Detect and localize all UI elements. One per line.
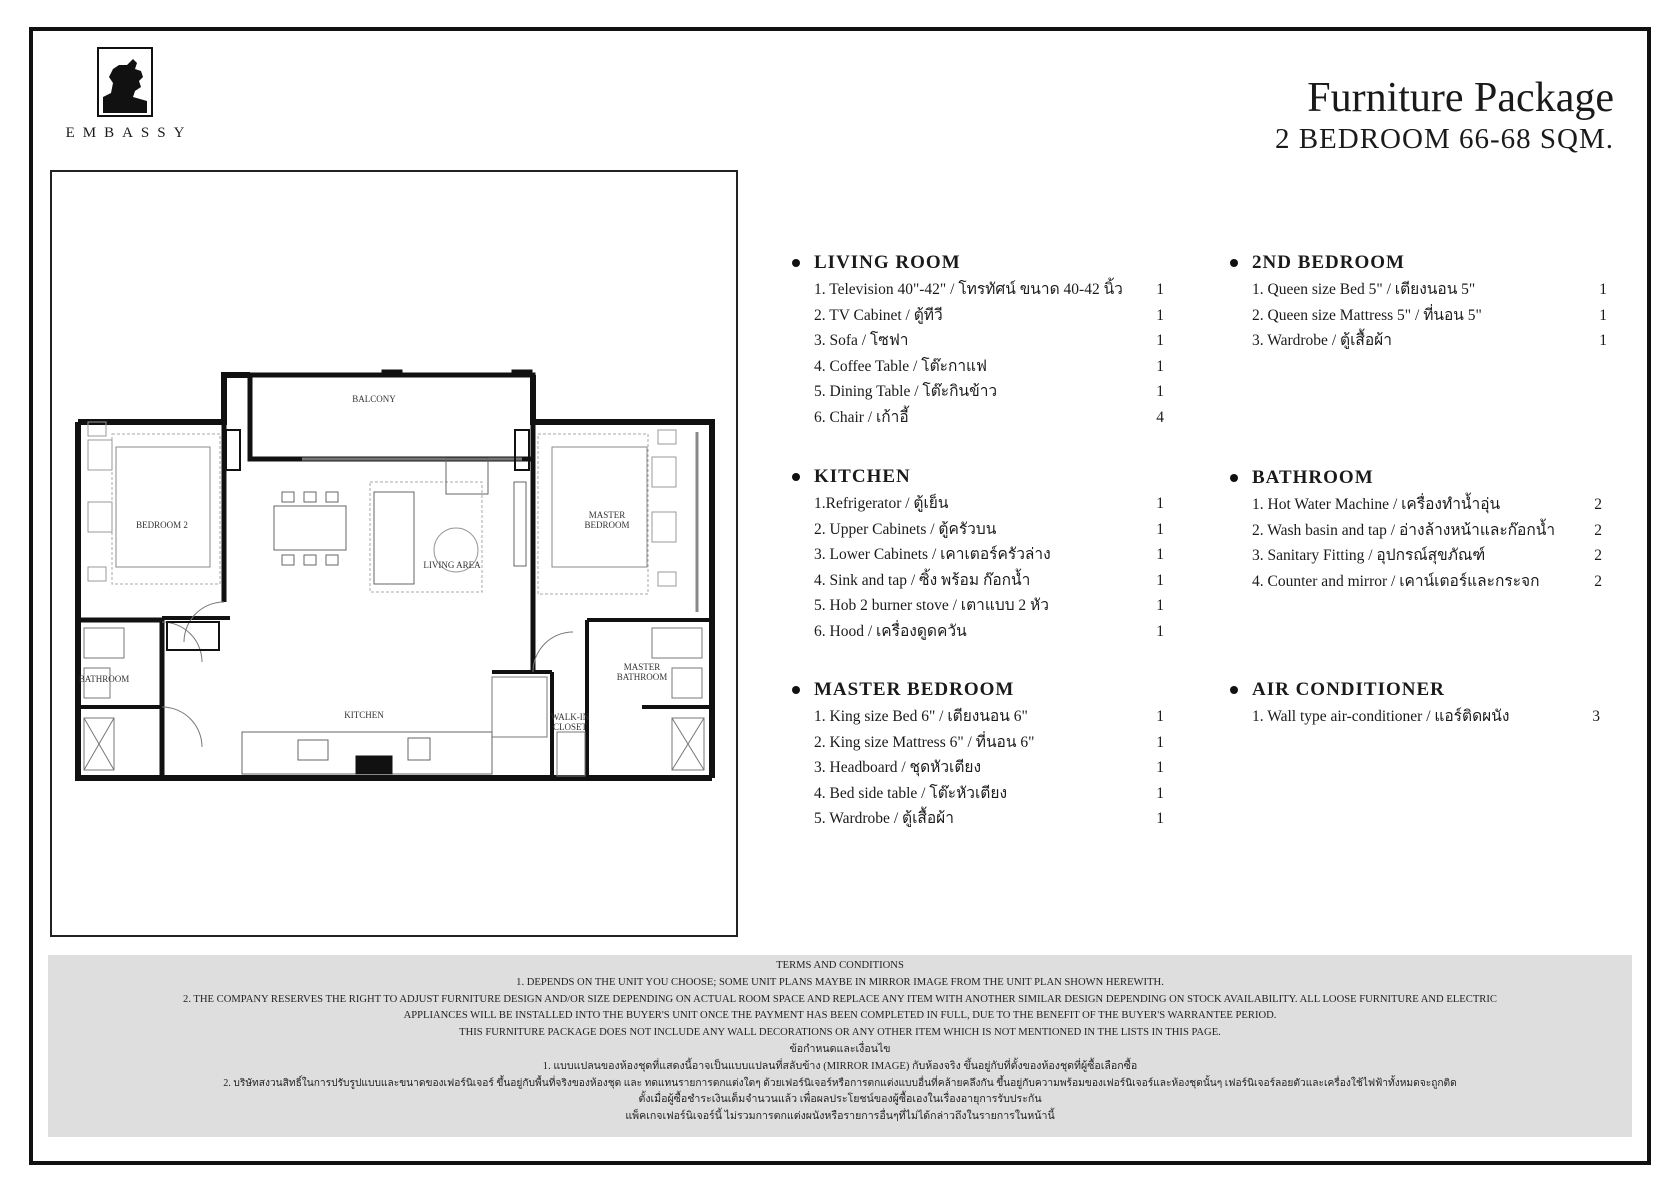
label-master-bath-line2: BATHROOM [616,672,668,682]
item-qty: 1 [1156,708,1164,725]
terms-line: 1. DEPENDS ON THE UNIT YOU CHOOSE; SOME UNIT PLANS MAYBE IN MIRROR IMAGE FROM THE UNIT PLAN SHOWN HEREWITH. [516,976,1164,988]
list-item: 3. Wardrobe / ตู้เสื้อผ้า 1 [1252,328,1607,354]
terms-line: 1. แบบแปลนของห้องชุดที่แสดงนี้อาจเป็นแบบแปลนที่สลับข้าง (MIRROR IMAGE) กับห้องจริง ขึ้นอยู่กับที่ตั้งของห้องชุดที่ผู้ซื้อเลือกซื้อ [542,1060,1138,1072]
item-qty: 1 [1599,332,1607,349]
page-title [1275,74,1614,156]
floor-plan-drawing [52,172,738,937]
section-heading: MASTER BEDROOM [814,676,1164,704]
item-qty: 1 [1156,357,1164,375]
floor-plan-box [50,170,738,937]
list-item: 2. King size Mattress 6" / ที่นอน 6" 1 [814,730,1164,756]
list-item: 6. Hood / เครื่องดูดควัน 1 [814,619,1164,645]
list-item: 4. Bed side table / โต๊ะหัวเตียง 1 [814,781,1164,807]
label-bathroom: BATHROOM [78,674,130,684]
list-item: 2. Upper Cabinets / ตู้ครัวบน 1 [814,517,1164,543]
item-qty: 2 [1594,521,1602,539]
bullet-icon [792,259,800,267]
item-qty: 1 [1156,546,1164,563]
list-item: 2. Queen size Mattress 5" / ที่นอน 5" 1 [1252,303,1607,329]
item-qty: 2 [1594,547,1602,564]
section-2nd-bedroom [1252,249,1607,354]
section-heading: 2ND BEDROOM [1252,249,1607,277]
section-air-conditioner [1252,676,1600,730]
terms-line: ข้อกำหนดและเงื่อนไข [789,1043,891,1055]
list-item: 1. Television 40"-42" / โทรทัศน์ ขนาด 40-42 นิ้ว 1 [814,277,1164,303]
item-qty: 1 [1156,733,1164,751]
list-item: 4. Sink and tap / ซิ้ง พร้อม ก๊อกน้ำ 1 [814,568,1164,594]
label-walkin-line2: CLOSET [552,722,588,732]
label-walkin-line1: WALK-IN [550,712,590,722]
section-bathroom [1252,464,1602,594]
section-living-room [814,249,1164,430]
item-qty: 1 [1156,383,1164,400]
list-item: 5. Wardrobe / ตู้เสื้อผ้า 1 [814,806,1164,832]
list-item: 3. Headboard / ชุดหัวเตียง 1 [814,755,1164,781]
list-item: 3. Sanitary Fitting / อุปกรณ์สุขภัณฑ์ 2 [1252,543,1602,569]
item-qty: 1 [1156,281,1164,298]
item-qty: 1 [1156,759,1164,776]
brand-name: EMBASSY [65,125,193,141]
bullet-icon [1230,474,1238,482]
terms-line: แพ็คเกจเฟอร์นิเจอร์นี้ ไม่รวมการตกแต่งผนังหรือรายการอื่นๆที่ไม่ได้กล่าวถึงในรายการในหน้านี้ [625,1111,1055,1123]
section-heading: BATHROOM [1252,464,1602,492]
item-qty: 1 [1156,495,1164,512]
list-item: 3. Sofa / โซฟา 1 [814,328,1164,354]
bullet-icon [1230,686,1238,694]
item-qty: 1 [1156,332,1164,349]
title-main: Furniture Package [1307,75,1614,121]
bullet-icon [1230,259,1238,267]
bullet-icon [792,473,800,481]
list-item: 2. TV Cabinet / ตู้ทีวี 1 [814,303,1164,329]
item-qty: 4 [1156,408,1164,426]
item-qty: 1 [1599,306,1607,324]
label-living-area: LIVING AREA [423,560,481,570]
list-item: 1. King size Bed 6" / เตียงนอน 6" 1 [814,704,1164,730]
item-qty: 3 [1592,708,1600,725]
terms-line: THIS FURNITURE PACKAGE DOES NOT INCLUDE ANY WALL DECORATIONS OR ANY OTHER ITEM WHICH IS NOT MENTIONED IN THE LISTS IN THIS PAGE. [459,1027,1221,1039]
title-sub: 2 BEDROOM 66-68 SQM. [1274,123,1614,155]
label-master-line1: MASTER [588,510,626,520]
item-qty: 1 [1156,622,1164,640]
terms-and-conditions [48,955,1632,1137]
list-item: 1.Refrigerator / ตู้เย็น 1 [814,491,1164,517]
terms-line: 2. THE COMPANY RESERVES THE RIGHT TO ADJUST FURNITURE DESIGN AND/OR SIZE DEPENDING ON ACTUAL ROOM SPACE AND REPLACE ANY ITEM WITH ANOTHER SIMILAR DESIGN DEPENDING ON STOCK AVAILABILITY. ALL LOOSE FURNITURE AND ELECTRIC [183,993,1497,1005]
item-qty: 1 [1156,306,1164,324]
terms-line: ตั้งเมื่อผู้ซื้อชำระเงินเต็มจำนวนแล้ว เพื่อผลประโยชน์ของผู้ซื้อเองในเรื่องอายุการรับประกัน [638,1094,1042,1106]
item-qty: 1 [1156,784,1164,802]
lion-emblem-icon [97,47,153,117]
terms-line: APPLIANCES WILL BE INSTALLED INTO THE BUYER'S UNIT ONCE THE PAYMENT HAS BEEN COMPLETED IN FULL, DUE TO THE BENEFIT OF THE BUYER'S WARRANTEE PERIOD. [403,1010,1277,1022]
list-item: 4. Counter and mirror / เคาน์เตอร์และกระจก 2 [1252,569,1602,595]
section-heading: AIR CONDITIONER [1252,676,1600,704]
section-kitchen [814,463,1164,644]
list-item: 5. Dining Table / โต๊ะกินข้าว 1 [814,379,1164,405]
terms-line: 2. บริษัทสงวนสิทธิ์ในการปรับรูปแบบและขนาดของเฟอร์นิเจอร์ ขึ้นอยู่กับพื้นที่จริงของห้องชุด และ ทดแทนรายการตกแต่งใดๆ ด้วยเฟอร์นิเจอร์หรือการตกแต่งแบบอื่นที่คล้ายคลึงกัน ขึ้นอยู่กับความพร้อมของเฟอร์นิเจอร์และห้องชุดนั้นๆ เฟอร์นิเจอร์ลอยตัวและเครื่องใช้ไฟฟ้าทั้งหมดจะถูกติด [223,1077,1457,1089]
label-master-line2: BEDROOM [584,520,630,530]
list-item: 4. Coffee Table / โต๊ะกาแฟ 1 [814,354,1164,380]
terms-line: TERMS AND CONDITIONS [776,960,904,971]
label-bedroom2: BEDROOM 2 [136,520,188,530]
section-heading: LIVING ROOM [814,249,1164,277]
bullet-icon [792,686,800,694]
item-qty: 1 [1156,571,1164,589]
item-qty: 2 [1594,496,1602,513]
label-master-bath-line1: MASTER [623,662,661,672]
item-qty: 1 [1599,281,1607,298]
section-master-bedroom [814,676,1164,832]
list-item: 3. Lower Cabinets / เคาเตอร์ครัวล่าง 1 [814,542,1164,568]
label-kitchen: KITCHEN [344,710,384,720]
list-item: 5. Hob 2 burner stove / เตาแบบ 2 หัว 1 [814,593,1164,619]
item-qty: 2 [1594,572,1602,590]
list-item: 1. Queen size Bed 5" / เตียงนอน 5" 1 [1252,277,1607,303]
section-heading: KITCHEN [814,463,1164,491]
item-qty: 1 [1156,810,1164,827]
item-qty: 1 [1156,520,1164,538]
label-balcony: BALCONY [352,394,396,404]
list-item: 6. Chair / เก้าอี้ 4 [814,405,1164,431]
item-qty: 1 [1156,597,1164,614]
list-item: 2. Wash basin and tap / อ่างล้างหน้าและก๊อกน้ำ 2 [1252,518,1602,544]
list-item: 1. Wall type air-conditioner / แอร์ติดผนัง 3 [1252,704,1600,730]
embassy-logo [55,47,195,142]
list-item: 1. Hot Water Machine / เครื่องทำน้ำอุ่น 2 [1252,492,1602,518]
